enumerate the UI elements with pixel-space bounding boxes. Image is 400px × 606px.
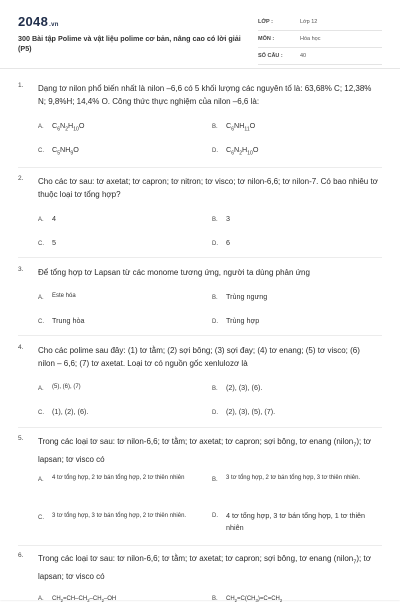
option-c[interactable]: C. $C_5NH_9O$ [38,145,79,157]
option-d[interactable]: D. (2), (3), (5), (7). [212,407,276,416]
header-divider [0,68,400,69]
option-a[interactable]: A. $CH_2=CH-CH_2-CH_2-OH$ [38,596,117,604]
question-number: 3. [18,266,24,273]
document-meta [258,14,382,65]
option-d[interactable]: D. Trùng hợp [212,316,260,325]
meta-subject-row [258,31,382,48]
question-text: Cho các tơ sau: tơ axetat; tơ capron; tơ nitron; tơ visco; tơ nilon-6,6; tơ nilon-7. Có bao nhiêu tơ thuộc loại tơ tổng hợp? [38,177,378,199]
option-b[interactable]: B. (2), (3), (6). [212,383,263,392]
meta-label: SỐ CÂU : [258,53,283,59]
meta-label: LỚP : [258,19,273,25]
option-a[interactable]: A. 4 tơ tổng hợp, 2 tơ bán tổng hợp, 2 tơ thiên nhiên [38,475,185,483]
option-a[interactable]: A. Este hóa [38,293,76,301]
option-d[interactable]: D. $C_6N_2H_{10}O$ [212,145,259,157]
meta-value: Hóa học [300,36,321,42]
question-divider [18,257,382,258]
site-logo[interactable]: 2048.vn [18,14,59,29]
question-number: 6. [18,552,24,559]
meta-value: Lớp 12 [300,19,318,25]
document-header [18,14,382,60]
option-c[interactable]: C. 3 tơ tổng hợp, 3 tơ bán tổng hợp, 2 tơ thiên nhiên. [38,513,187,521]
option-c[interactable]: C. 5 [38,238,56,247]
option-c[interactable]: C. Trung hòa [38,316,85,325]
question-text: Trong các loại tơ sau: tơ nilon-6,6; tơ tằm; tơ axetat; tơ capron; sợi bông, tơ enang (nilon$_7$); tơ lapsan; tơ visco có [38,437,371,464]
option-a[interactable]: A. 4 [38,214,56,223]
question-divider [18,427,382,428]
question-text: Dạng tơ nilon phổ biến nhất là nilon –6,6 có 5 khối lượng các nguyên tố là: 63,68% C; 12,38% N; 9,8%H; 14,4% O. Công thức thực nghiệm của nilon –6,6 là: [38,84,372,106]
question-divider [18,545,382,546]
meta-label: MÔN : [258,36,275,42]
question-number: 5. [18,435,24,442]
question-divider [18,167,382,168]
question-number: 2. [18,175,24,182]
option-b[interactable]: B. 3 [212,214,230,223]
option-b[interactable]: B. Trùng ngưng [212,292,268,301]
question-text: Trong các loại tơ sau: tơ nilon-6,6; tơ tằm; tơ axetat; tơ capron; sợi bông, tơ enang (nilon$_7$); tơ lapsan; tơ visco có [38,554,371,581]
option-d[interactable]: D. 6 [212,238,230,247]
option-b[interactable]: B. $CH_2=C(CH_3)=C=CH_2$ [212,596,283,604]
option-d[interactable]: D. 4 tơ tổng hợp, 3 tơ bán tổng hợp, 1 tơ thiên nhiên [212,511,366,532]
question-text: Cho các polime sau đây: (1) tơ tằm; (2) sợi bông; (3) sợi đay; (4) tơ enang; (5) tơ visco; (6) nilon – 6,6; (7) tơ axetat. Loại tơ có nguồn gốc xenlulozơ là [38,346,360,368]
question-number: 1. [18,82,24,89]
question-divider [18,335,382,336]
option-b[interactable]: B. $C_6NH_{11}O$ [212,121,256,133]
document-title: 300 Bài tập Polime và vật liệu polime cơ bản, nâng cao có lời giải (P5) [18,34,241,53]
option-c[interactable]: C. (1), (2), (6). [38,407,89,416]
question-number: 4. [18,344,24,351]
meta-class-row [258,14,382,31]
question-text: Để tổng hợp tơ Lapsan từ các monome tương ứng, người ta dùng phản ứng [38,268,310,277]
option-a[interactable]: A. $C_6N_2H_{10}O$ [38,121,85,133]
option-b[interactable]: B. 3 tơ tổng hợp, 2 tơ bán tổng hợp, 3 tơ thiên nhiên. [212,475,361,483]
meta-value: 40 [300,53,307,59]
option-a[interactable]: A. (5), (6), (7) [38,384,81,392]
meta-count-row [258,48,382,65]
